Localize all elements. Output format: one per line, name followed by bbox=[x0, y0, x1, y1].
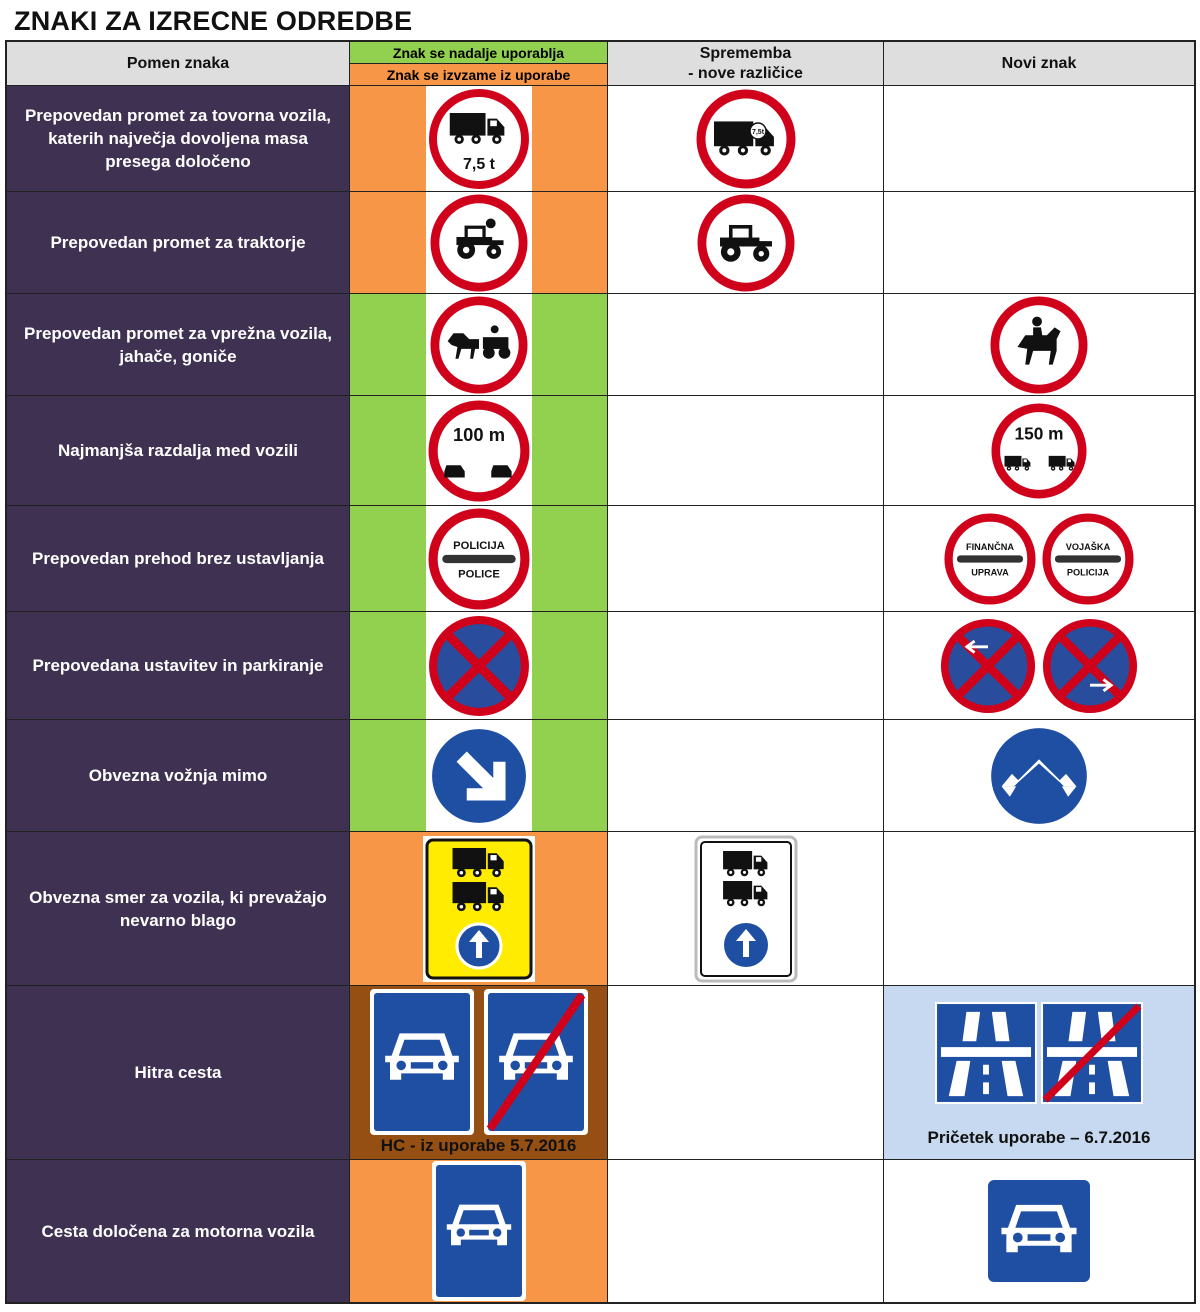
no-trucks-weight-sign bbox=[696, 89, 796, 189]
end-expressway-sign bbox=[484, 989, 588, 1135]
new-hc-start-note: Pričetek uporabe – 6.7.2016 bbox=[927, 1127, 1151, 1147]
row-meaning: Prepovedan promet za tovorna vozila, katerih največja dovoljena masa presega določeno bbox=[7, 86, 350, 191]
no-stopping-sign bbox=[428, 615, 530, 717]
new-sign-cell bbox=[884, 506, 1194, 611]
motorway-sign bbox=[935, 1002, 1037, 1104]
change-sign-cell bbox=[608, 720, 884, 831]
new-sign-cell bbox=[884, 294, 1194, 395]
end-motorway-sign bbox=[1041, 1002, 1143, 1104]
change-sign-cell bbox=[608, 294, 884, 395]
min-distance-150m-sign bbox=[991, 403, 1087, 499]
old-sign-cell bbox=[350, 294, 608, 395]
header-removed: Znak se izvzame iz uporabe bbox=[350, 64, 607, 85]
no-tractors-sign bbox=[430, 194, 528, 292]
no-riders-sign bbox=[990, 296, 1088, 394]
no-trucks-7-5t-sign bbox=[429, 89, 529, 189]
keep-right-sign bbox=[428, 725, 530, 827]
distance-label: 150 m bbox=[1014, 422, 1064, 443]
old-sign-cell bbox=[350, 720, 608, 831]
change-sign-cell bbox=[608, 1160, 884, 1302]
table-row bbox=[7, 86, 1194, 192]
row-meaning: Najmanjša razdalja med vozili bbox=[7, 396, 350, 505]
row-meaning: Prepovedan promet za traktorje bbox=[7, 192, 350, 293]
header-still-used: Znak se nadalje uporablja bbox=[350, 42, 607, 64]
old-sign-cell bbox=[350, 396, 608, 505]
police-label-bottom: POLICE bbox=[457, 567, 500, 580]
military-label-top: VOJAŠKA bbox=[1065, 541, 1111, 552]
weight-label: 7,5t bbox=[751, 128, 764, 136]
police-stop-sign bbox=[428, 508, 530, 610]
new-sign-cell bbox=[884, 986, 1194, 1159]
row-meaning: Cesta določena za motorna vozila bbox=[7, 1160, 350, 1302]
new-sign-cell bbox=[884, 192, 1194, 293]
military-label-bottom: POLICIJA bbox=[1066, 567, 1110, 578]
old-sign-cell bbox=[350, 86, 608, 191]
military-police-stop-sign bbox=[1042, 513, 1134, 605]
police-label-top: POLICIJA bbox=[452, 539, 505, 552]
header-change-line2: - nove različice bbox=[688, 64, 803, 82]
header-change bbox=[608, 42, 884, 85]
table-row bbox=[7, 720, 1194, 832]
old-sign-cell bbox=[350, 986, 608, 1159]
table-row bbox=[7, 506, 1194, 612]
distance-label: 100 m bbox=[452, 423, 505, 445]
header-new-sign: Novi znak bbox=[884, 42, 1194, 85]
expressway-sign bbox=[370, 989, 474, 1135]
weight-label: 7,5 t bbox=[462, 155, 495, 173]
hazmat-route-white-sign bbox=[694, 835, 798, 983]
customs-label-bottom: UPRAVA bbox=[971, 567, 1009, 578]
page-title: ZNAKI ZA IZRECNE ODREDBE bbox=[14, 6, 413, 36]
header-meaning: Pomen znaka bbox=[7, 42, 350, 85]
change-sign-cell bbox=[608, 612, 884, 719]
change-sign-cell bbox=[608, 396, 884, 505]
row-meaning: Obvezna vožnja mimo bbox=[7, 720, 350, 831]
hazmat-route-yellow-sign bbox=[423, 836, 535, 982]
change-sign-cell bbox=[608, 986, 884, 1159]
table-row bbox=[7, 986, 1194, 1160]
motor-road-new-sign bbox=[988, 1180, 1090, 1282]
change-sign-cell bbox=[608, 192, 884, 293]
old-sign-cell bbox=[350, 612, 608, 719]
new-sign-cell bbox=[884, 86, 1194, 191]
old-sign-cell bbox=[350, 506, 608, 611]
table-row bbox=[7, 612, 1194, 720]
new-sign-cell bbox=[884, 396, 1194, 505]
table-row bbox=[7, 1160, 1194, 1302]
change-sign-cell bbox=[608, 86, 884, 191]
new-sign-cell bbox=[884, 612, 1194, 719]
old-sign-cell bbox=[350, 832, 608, 985]
row-meaning: Prepovedan promet za vprežna vozila, jahače, goniče bbox=[7, 294, 350, 395]
no-stopping-left-arrow-sign bbox=[940, 618, 1036, 714]
no-stopping-right-arrow-sign bbox=[1042, 618, 1138, 714]
row-meaning: Prepovedan prehod brez ustavljanja bbox=[7, 506, 350, 611]
header-status bbox=[350, 42, 608, 85]
new-sign-cell bbox=[884, 1160, 1194, 1302]
no-horse-carts-sign bbox=[430, 296, 528, 394]
row-meaning: Prepovedana ustavitev in parkiranje bbox=[7, 612, 350, 719]
table-row bbox=[7, 294, 1194, 396]
customs-label-top: FINANČNA bbox=[966, 541, 1014, 552]
table-row bbox=[7, 832, 1194, 986]
row-meaning: Obvezna smer za vozila, ki prevažajo nevarno blago bbox=[7, 832, 350, 985]
header-change-line1: Sprememba bbox=[699, 44, 792, 62]
new-sign-cell bbox=[884, 720, 1194, 831]
table-header-row bbox=[7, 42, 1194, 86]
table-row bbox=[7, 192, 1194, 294]
change-sign-cell bbox=[608, 506, 884, 611]
no-tractors-new-sign bbox=[697, 194, 795, 292]
pass-either-side-sign bbox=[987, 724, 1091, 828]
motor-road-sign bbox=[432, 1161, 526, 1301]
old-sign-cell bbox=[350, 1160, 608, 1302]
new-sign-cell bbox=[884, 832, 1194, 985]
change-sign-cell bbox=[608, 832, 884, 985]
signs-table bbox=[5, 40, 1196, 1304]
row-meaning: Hitra cesta bbox=[7, 986, 350, 1159]
hc-removal-note: HC - iz uporabe 5.7.2016 bbox=[380, 1136, 577, 1155]
table-row bbox=[7, 396, 1194, 506]
min-distance-100m-sign bbox=[428, 400, 530, 502]
customs-stop-sign bbox=[944, 513, 1036, 605]
old-sign-cell bbox=[350, 192, 608, 293]
